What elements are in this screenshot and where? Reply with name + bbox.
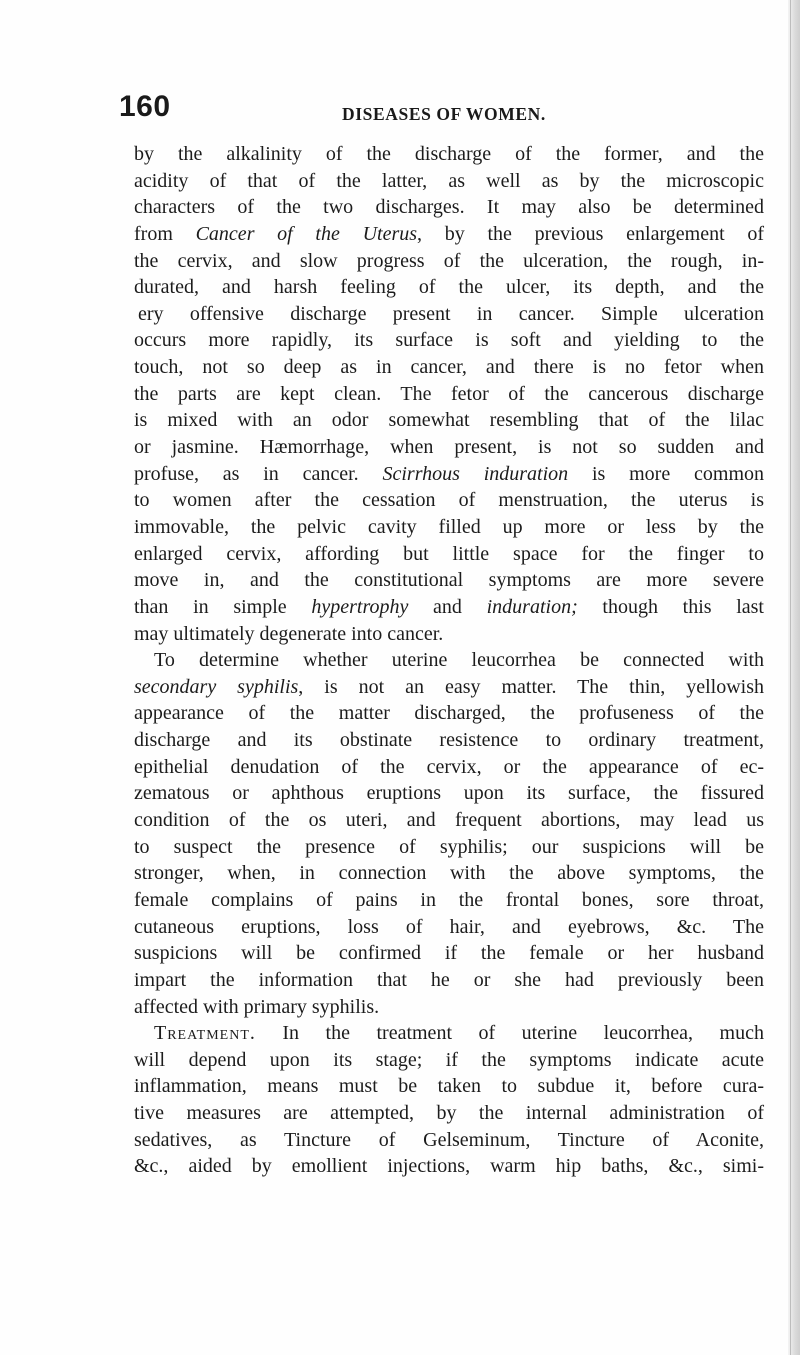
text-line: the cervix, and slow progress of the ulceration, the rough, in-: [134, 249, 764, 272]
page-edge-line: [790, 0, 791, 1355]
text-line: secondary syphilis, is not an easy matter. The thin, yellowish: [134, 675, 764, 698]
text-line: or jasmine. Hæmorrhage, when present, is not so sudden and: [134, 436, 764, 459]
text-line: characters of the two discharges. It may also be determined: [134, 196, 764, 219]
text-line: occurs more rapidly, its surface is soft and yielding to the: [134, 329, 764, 352]
text-line: the parts are kept clean. The fetor of the cancerous discharge: [134, 382, 764, 405]
page-header: [119, 89, 759, 133]
text-line: immovable, the pelvic cavity filled up more or less by the: [134, 515, 764, 538]
italic-phrase: Scirrhous induration: [382, 462, 569, 485]
text-line: by the alkalinity of the discharge of the former, and the: [134, 143, 764, 165]
text-line: epithelial denudation of the cervix, or the appearance of ec-: [134, 755, 764, 778]
text-line: ery offensive discharge present in cancer. Simple ulceration: [134, 302, 764, 325]
text-line: suspicions will be confirmed if the female or her husband: [134, 942, 764, 965]
text-line: affected with primary syphilis.: [134, 995, 380, 1018]
italic-phrase: induration;: [486, 595, 578, 618]
text-line: female complains of pains in the frontal bones, sore throat,: [134, 888, 764, 911]
text-line: tive measures are attempted, by the internal administration of: [134, 1102, 764, 1125]
text-line: cutaneous eruptions, loss of hair, and eyebrows, &c. The: [134, 915, 764, 938]
text-line: acidity of that of the latter, as well as by the microscopic: [134, 169, 764, 192]
italic-phrase: Cancer of the Uterus: [195, 222, 418, 245]
text-line: profuse, as in cancer. Scirrhous induration is more common: [134, 462, 765, 485]
section-heading: Treatment.: [154, 1022, 256, 1045]
text-line: sedatives, as Tincture of Gelseminum, Tincture of Aconite,: [134, 1128, 764, 1151]
text-line: durated, and harsh feeling of the ulcer, its depth, and the: [134, 276, 764, 299]
text-line: Treatment. In the treatment of uterine leucorrhea, much: [154, 1022, 764, 1045]
text-line: impart the information that he or she had previously been: [134, 968, 764, 991]
text-line: discharge and its obstinate resistence to ordinary treatment,: [134, 729, 764, 752]
italic-phrase: hypertrophy: [311, 595, 409, 618]
text-line: to suspect the presence of syphilis; our suspicions will be: [134, 835, 764, 858]
text-line: zematous or aphthous eruptions upon its surface, the fissured: [134, 782, 764, 805]
text-line: touch, not so deep as in cancer, and there is no fetor when: [134, 356, 764, 379]
text-line: condition of the os uteri, and frequent abortions, may lead us: [134, 809, 764, 832]
running-title: DISEASES OF WOMEN.: [342, 104, 546, 124]
text-line: to women after the cessation of menstruation, the uterus is: [134, 489, 764, 512]
text-line: inflammation, means must be taken to subdue it, before cura-: [134, 1075, 764, 1098]
text-line: may ultimately degenerate into cancer.: [134, 622, 444, 645]
text-line: enlarged cervix, affording but little space for the finger to: [134, 542, 764, 565]
text-line: is mixed with an odor somewhat resembling that of the lilac: [134, 409, 764, 432]
italic-phrase: secondary syphilis: [134, 675, 299, 698]
text-line: To determine whether uterine leucorrhea be connected with: [154, 649, 764, 672]
text-line: will depend upon its stage; if the symptoms indicate acute: [134, 1048, 764, 1071]
page-number: 160: [119, 90, 171, 123]
text-line: &c., aided by emollient injections, warm hip baths, &c., simi-: [134, 1155, 764, 1178]
text-line: appearance of the matter discharged, the profuseness of the: [134, 702, 764, 725]
text-line: than in simple hypertrophy and induration; though this last: [134, 595, 764, 618]
text-line: move in, and the constitutional symptoms are more severe: [134, 569, 764, 592]
text-line: stronger, when, in connection with the above symptoms, the: [134, 862, 764, 885]
text-line: from Cancer of the Uterus, by the previous enlargement of: [134, 222, 765, 245]
body-text: [134, 141, 764, 1180]
